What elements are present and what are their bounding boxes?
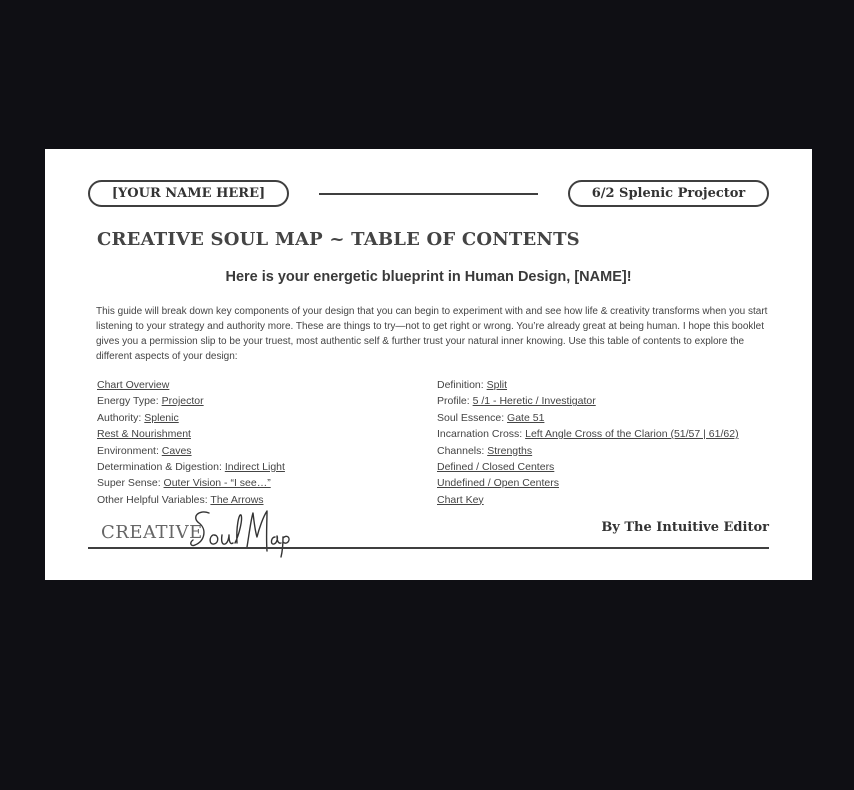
- toc-item: [97, 492, 285, 508]
- toc-label: Super Sense:: [97, 477, 164, 490]
- toc-item: [437, 443, 739, 459]
- name-pill: [YOUR NAME HERE]: [88, 180, 289, 207]
- toc-label: Authority:: [97, 411, 145, 424]
- toc-label: Other Helpful Variables:: [97, 493, 211, 506]
- toc-item: [437, 393, 739, 409]
- toc-item: [437, 410, 739, 426]
- toc-link[interactable]: Projector: [161, 395, 204, 408]
- toc-left-column: [97, 377, 285, 508]
- soul-map-script-logo: [187, 507, 297, 559]
- page-subtitle: Here is your energetic blueprint in Human Design, [NAME]!: [225, 269, 632, 285]
- toc-item: [437, 492, 739, 508]
- header-divider: [319, 193, 538, 195]
- toc-item: [97, 459, 285, 475]
- toc-label: Definition:: [437, 379, 487, 391]
- toc-link[interactable]: Left Angle Cross of the Clarion (51/57 | 61/62): [525, 428, 739, 441]
- toc-link[interactable]: Gate 51: [507, 411, 545, 424]
- toc-link[interactable]: Undefined / Open Centers: [437, 477, 559, 490]
- intro-paragraph: This guide will break down key components of your design that you can begin to experiment with and see how life & creativity transforms when you start listening to your strategy and authority more. These are things to try—not to get right or wrong. You’re already great at being human. I hope this booklet gives you a permission slip to be your truest, most authentic self & further trust your natural inner knowing. Use this table of contents to explore the different aspects of your design:: [96, 306, 768, 362]
- toc-link[interactable]: Defined / Closed Centers: [437, 460, 555, 473]
- document-page: [45, 149, 812, 580]
- design-pill: 6/2 Splenic Projector: [568, 180, 769, 207]
- toc-item: [97, 377, 285, 393]
- toc-label: Soul Essence:: [437, 411, 508, 424]
- toc-label: Incarnation Cross:: [437, 428, 526, 441]
- footer-divider: [88, 547, 769, 549]
- toc-link[interactable]: Split: [486, 379, 508, 391]
- toc-right-column: [437, 377, 739, 508]
- toc-item: [437, 475, 739, 491]
- toc-link[interactable]: Caves: [161, 444, 192, 457]
- toc-label: Channels:: [437, 444, 488, 457]
- toc-link[interactable]: Splenic: [144, 411, 179, 424]
- toc-item: [437, 459, 739, 475]
- toc-item: [97, 443, 285, 459]
- toc-item: [97, 426, 285, 442]
- toc-item: [437, 377, 739, 393]
- toc-label: Energy Type:: [97, 395, 162, 408]
- toc-link[interactable]: Strengths: [487, 444, 533, 457]
- logo-wordmark: CREATIVE: [101, 522, 203, 543]
- byline: By The Intuitive Editor: [601, 520, 769, 535]
- toc-link[interactable]: Chart Overview: [97, 379, 170, 391]
- page-title: CREATIVE SOUL MAP ~ TABLE OF CONTENTS: [97, 229, 580, 250]
- toc-item: [97, 410, 285, 426]
- toc-item: [97, 475, 285, 491]
- toc-link[interactable]: Outer Vision - “I see…”: [163, 477, 271, 490]
- toc-link[interactable]: Indirect Light: [224, 460, 285, 473]
- toc-label: Determination & Digestion:: [97, 460, 225, 473]
- toc-link[interactable]: 5 /1 - Heretic / Investigator: [472, 395, 596, 408]
- toc-label: Profile:: [437, 395, 473, 408]
- toc-item: [97, 393, 285, 409]
- toc-link[interactable]: Chart Key: [437, 493, 484, 506]
- toc-link[interactable]: The Arrows: [210, 493, 264, 506]
- toc-link[interactable]: Rest & Nourishment: [97, 428, 191, 441]
- toc-item: [437, 426, 739, 442]
- toc-label: Environment:: [97, 444, 162, 457]
